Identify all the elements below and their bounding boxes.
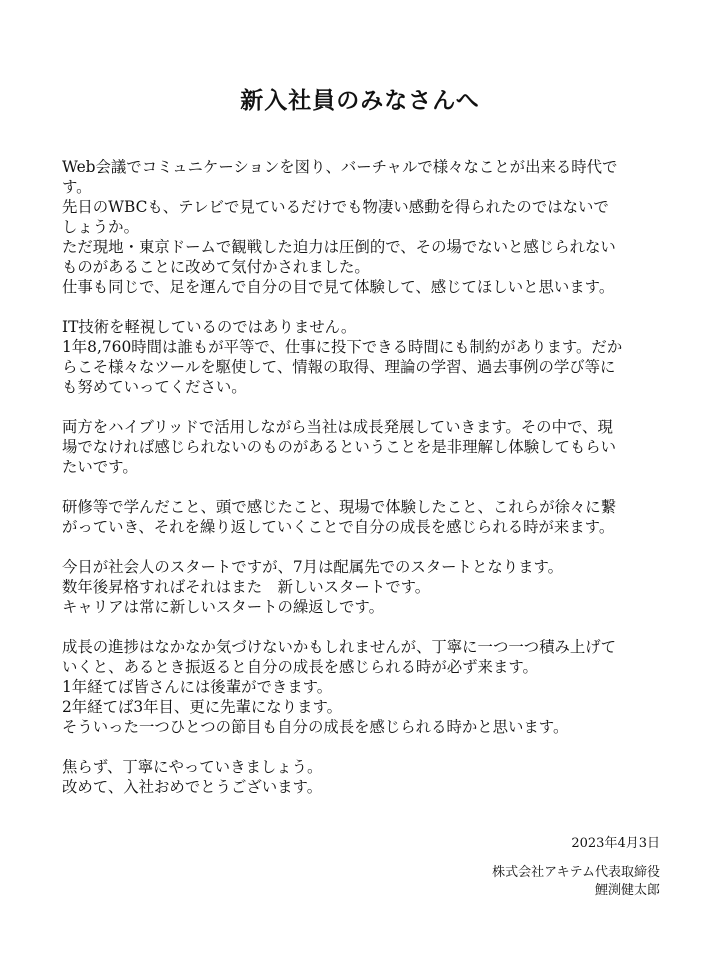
body-line: 場でなければ感じられないのものがあるということを是非理解し体験してもらい [62, 438, 617, 456]
body-line: 1年経てば皆さんには後輩ができます。 [62, 678, 333, 696]
body-line: も努めていってください。 [62, 378, 247, 396]
body-line: 先日のWBCも、テレビで見ているだけでも物凄い感動を得られたのではないで [62, 198, 609, 216]
body-line: IT技術を軽視しているのではありません。 [62, 318, 357, 336]
body-line: そういった一つひとつの節目も自分の成長を感じられる時かと思います。 [62, 718, 569, 736]
body-line: 1年8,760時間は誰もが平等で、仕事に投下できる時間にも制約があります。だか [62, 338, 623, 356]
body-line: 2年経てば3年目、更に先輩になります。 [62, 698, 342, 716]
signature-name: 鯉渕健太郎 [594, 883, 660, 898]
body-line: しょうか。 [62, 218, 139, 236]
body-line: キャリアは常に新しいスタートの繰返しです。 [62, 598, 384, 616]
body-line: たいです。 [62, 458, 138, 476]
paragraph-7 [62, 757, 672, 797]
letter-date: 2023年4月3日 [571, 836, 660, 851]
paragraph-1 [62, 157, 672, 297]
paragraph-5 [62, 557, 672, 617]
body-line: 数年後昇格すればそれはまた 新しいスタートです。 [62, 578, 431, 596]
body-line: 研修等で学んだこと、頭で感じたこと、現場で体験したこと、これらが徐々に繋 [62, 498, 617, 516]
body-line: 成長の進捗はなかなか気づけないかもしれませんが、丁寧に一つ一つ積み上げて [62, 638, 617, 656]
signature-block [492, 864, 660, 900]
paragraph-6 [62, 637, 672, 737]
body-line: 今日が社会人のスタートですが、7月は配属先でのスタートとなります。 [62, 558, 564, 576]
signature-company-title: 株式会社アキテム代表取締役 [492, 865, 660, 880]
body-line: ただ現地・東京ドームで観戦した迫力は圧倒的で、その場でないと感じられない [62, 238, 616, 256]
body-line: がっていき、それを繰り返していくことで自分の成長を感じられる時が来ます。 [62, 518, 615, 536]
page-title: 新入社員のみなさんへ [240, 87, 480, 114]
body-line: 焦らず、丁寧にやっていきましょう。 [62, 758, 323, 776]
body-line: Web会議でコミュニケーションを図り、バーチャルで様々なことが出来る時代で [62, 158, 618, 176]
letter-body [62, 157, 672, 817]
body-line: 両方をハイブリッドで活用しながら当社は成長発展していきます。その中で、現 [62, 418, 613, 436]
body-line: 改めて、入社おめでとうございます。 [62, 778, 323, 796]
body-line: いくと、あるとき振返ると自分の成長を感じられる時が必ず来ます。 [62, 658, 538, 676]
body-line: す。 [62, 178, 92, 196]
body-line: らこそ様々なツールを駆使して、情報の取得、理論の学習、過去事例の学び等に [62, 358, 616, 376]
body-line: 仕事も同じで、足を運んで自分の目で見て体験して、感じてほしいと思います。 [62, 278, 615, 296]
paragraph-2 [62, 317, 672, 397]
paragraph-3 [62, 417, 672, 477]
paragraph-4 [62, 497, 672, 537]
body-line: ものがあることに改めて気付かされました。 [62, 258, 370, 276]
